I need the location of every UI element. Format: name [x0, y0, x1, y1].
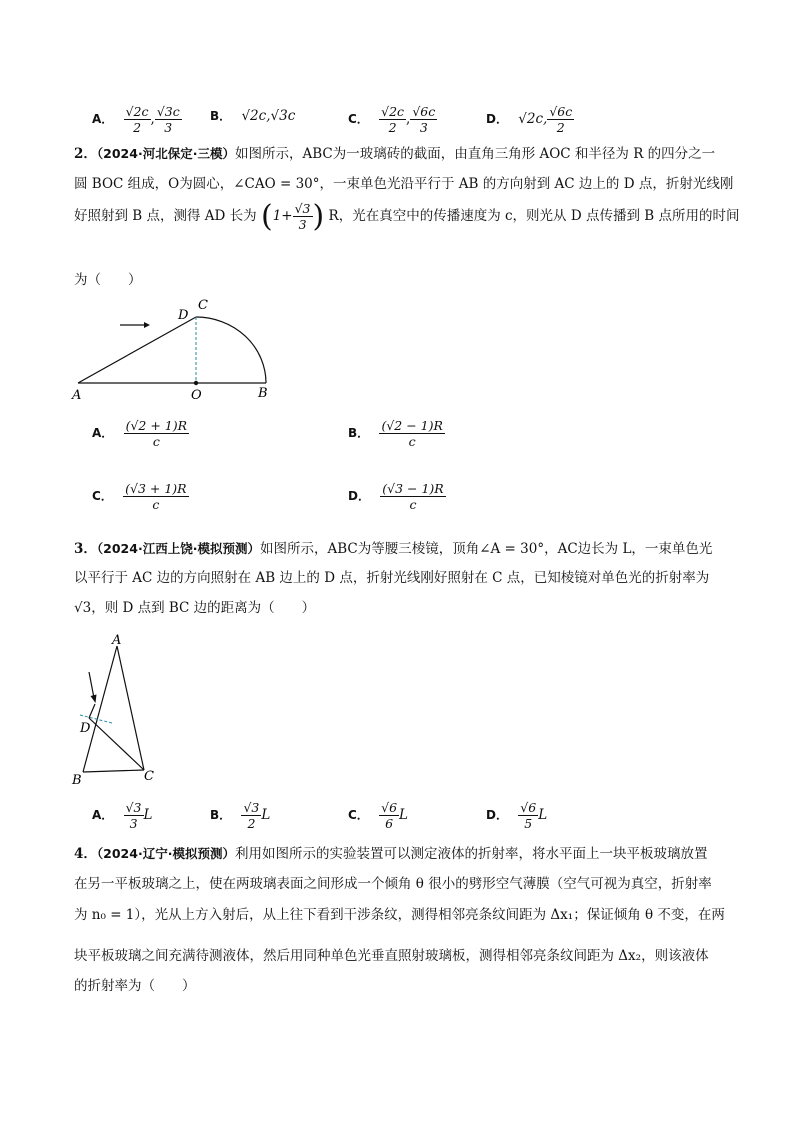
q2-option-a[interactable] [92, 418, 189, 449]
incident-ray [89, 672, 94, 698]
arrow-icon [144, 322, 150, 328]
line-bc [83, 770, 144, 772]
label-c: C [144, 769, 154, 784]
q2-line-3: 好照射到 B 点，测得 AD 长为 (1+ $\frac{√3}{3}$ ) R，光在真空中的传播速度为 c，则光从 D 点传播到 B 点所用的时间 [74, 198, 740, 234]
line-ab [83, 646, 117, 772]
label-b: B [72, 773, 82, 788]
fraction: $\frac{√3}{3}$ [125, 800, 142, 831]
line-ac [78, 317, 196, 383]
q3-option-a[interactable]: A． $\frac{√3}{3}$ L [92, 800, 153, 831]
label-d: D [178, 308, 189, 323]
fraction: $\frac{(√3 + 1)R}{c}$ [125, 481, 187, 512]
q2-line-2: 圆 BOC 组成，O为圆心，∠CAO = 30°，一束单色光沿平行于 AB 的方向射到 AC 边上的 D 点，折射光线刚 [74, 176, 734, 192]
option-letter: C． [348, 808, 369, 822]
label-b: B [258, 386, 268, 401]
q3-line-1: 3．（2024·江西上饶·模拟预测）如图所示，ABC为等腰三棱镜，顶角∠A = 30°，AC边长为 L，一束单色光 [74, 541, 713, 557]
option-letter: A． [92, 426, 114, 440]
q3-line-2: 以平行于 AC 边的方向照射在 AB 边上的 D 点，折射光线刚好照射在 C 点，已知棱镜对单色光的折射率为 [74, 570, 710, 586]
q3-option-b[interactable]: B． $\frac{√3}{2}$ L [210, 800, 271, 831]
fraction: $\frac{√6}{6}$ [381, 800, 398, 831]
q3-option-c[interactable]: C． $\frac{√6}{6}$ L [348, 800, 408, 831]
label-o: O [191, 388, 202, 403]
fraction: $\frac{√3c}{3}$ [156, 104, 180, 135]
q1-option-d[interactable]: D． √2c, $\frac{√6c}{2}$ [486, 104, 573, 135]
q4-line-4: 块平板玻璃之间充满待测液体，然后用同种单色光垂直照射玻璃板，测得相邻亮条纹间距为 Δx₂，则该液体 [74, 948, 709, 964]
option-letter: D． [486, 808, 508, 822]
option-letter: D． [348, 489, 370, 503]
q1-option-c[interactable]: C． $\frac{√2c}{2}$ , $\frac{√6c}{3}$ [348, 104, 436, 135]
option-letter: B． [210, 808, 232, 822]
question-source: （2024·河北保定·三模） [96, 146, 235, 161]
arc-bc [196, 317, 266, 383]
option-letter: C． [348, 112, 369, 126]
fraction: $\frac{√2c}{2}$ [381, 104, 405, 135]
option-letter: B． [348, 426, 370, 440]
fraction: $\frac{√6}{5}$ [520, 800, 537, 831]
q2-figure [70, 295, 280, 405]
point-o [194, 381, 198, 385]
incident-ray-lower [89, 704, 95, 718]
fraction: $\frac{√3}{2}$ [243, 800, 260, 831]
option-letter: C． [92, 489, 113, 503]
fraction: $\frac{(√3 - 1)R}{c}$ [382, 481, 444, 512]
q4-line-5: 的折射率为（ ） [74, 978, 196, 994]
q2-option-d[interactable] [348, 481, 446, 512]
fraction: $\frac{(√2 - 1)R}{c}$ [381, 418, 443, 449]
fraction: $\frac{√6c}{2}$ [549, 104, 573, 135]
label-a: A [72, 388, 82, 403]
question-number: 2． [74, 146, 97, 162]
question-number: 3． [74, 541, 97, 557]
option-letter: A． [92, 112, 114, 126]
option-text: √2c,√3c [241, 108, 296, 124]
q3-figure [68, 628, 168, 788]
q2-line-1: 2．（2024·河北保定·三模）如图所示，ABC为一玻璃砖的截面，由直角三角形 AOC 和半径为 R 的四分之一 [74, 146, 716, 162]
q4-line-2: 在另一平板玻璃之上，使在两玻璃表面之间形成一个倾角 θ 很小的劈形空气薄膜（空气可视为真空，折射率 [74, 876, 712, 892]
q2-line-4: 为（ ） [74, 272, 142, 288]
option-letter: A． [92, 808, 114, 822]
q3-line-3: √3，则 D 点到 BC 边的距离为（ ） [74, 600, 316, 616]
q1-option-b[interactable] [210, 106, 295, 126]
question-source: （2024·辽宁·模拟预测） [96, 846, 235, 861]
line-ac [117, 646, 144, 770]
q2-option-c[interactable] [92, 481, 189, 512]
fraction: $\frac{√3}{3}$ [294, 201, 311, 232]
option-letter: D． [486, 112, 508, 126]
arrow-icon [91, 695, 97, 704]
option-letter: B． [210, 109, 232, 123]
q4-line-1: 4．（2024·辽宁·模拟预测）利用如图所示的实验装置可以测定液体的折射率，将水平面上一块平板玻璃放置 [74, 846, 708, 862]
question-number: 4． [74, 846, 97, 862]
fraction: $\frac{√2c}{2}$ [125, 104, 149, 135]
refracted-ray [89, 718, 144, 770]
fraction: $\frac{√6c}{3}$ [412, 104, 436, 135]
label-d: D [80, 721, 91, 736]
q1-option-a[interactable]: A． $\frac{√2c}{2}$ , $\frac{√3c}{3}$ [92, 104, 180, 135]
q3-option-d[interactable]: D． $\frac{√6}{5}$ L [486, 800, 548, 831]
label-c: C [198, 298, 208, 313]
label-a: A [112, 633, 122, 648]
fraction: $\frac{(√2 + 1)R}{c}$ [125, 418, 188, 449]
q2-option-b[interactable] [348, 418, 445, 449]
q4-line-3: 为 n₀ = 1），光从上方入射后，从上往下看到干涉条纹，测得相邻亮条纹间距为 Δx₁；保证倾角 θ 不变，在两 [74, 907, 725, 923]
question-source: （2024·江西上饶·模拟预测） [96, 541, 260, 556]
